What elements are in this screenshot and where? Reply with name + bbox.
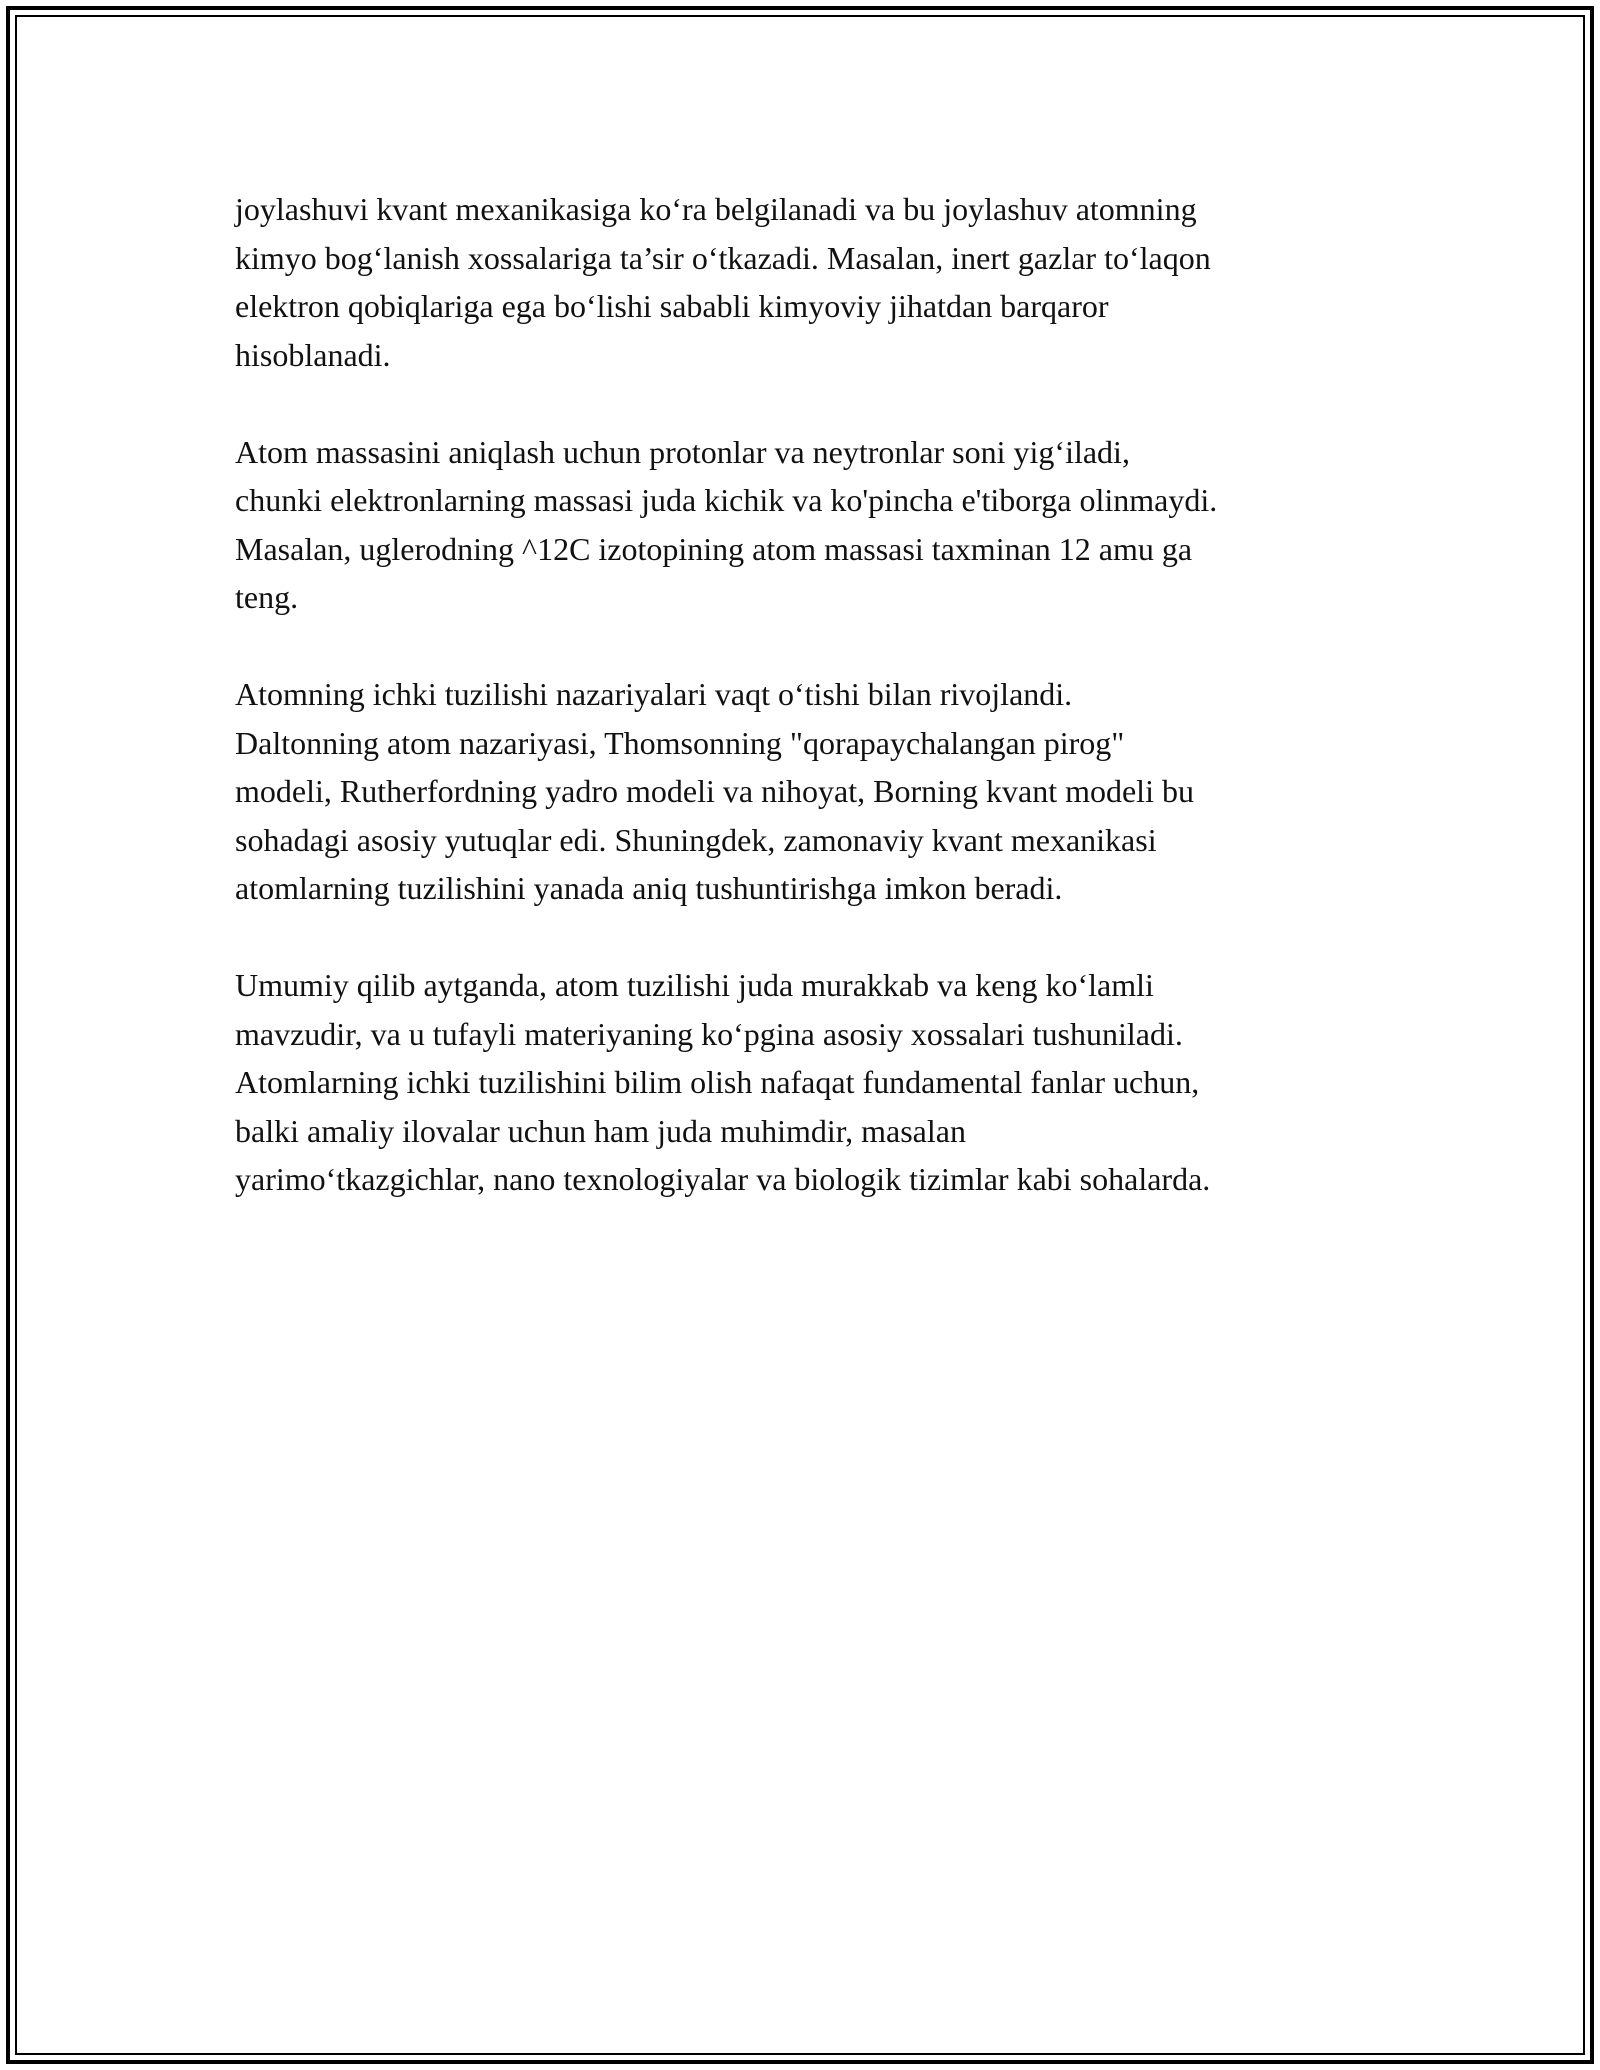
paragraph-electron-configuration: joylashuvi kvant mexanikasiga ko‘ra belgilanadi va bu joylashuv atomning kimyo bog‘lanish xossalariga ta’sir o‘tkazadi. Masalan, inert gazlar to‘laqon elektron qobiqlariga ega bo‘lishi sababli kimyoviy jihatdan barqaror hisoblanadi. bbox=[235, 191, 1211, 373]
paragraph-conclusion: Umumiy qilib aytganda, atom tuzilishi juda murakkab va keng ko‘lamli mavzudir, va u tufayli materiyaning ko‘pgina asosiy xossalari tushuniladi. Atomlarning ichki tuzilishini bilim olish nafaqat fundamental fanlar uchun, balki amaliy ilovalar uchun ham juda muhimdir, masalan yarimo‘tkazgichlar, nano texnologiyalar va biologik tizimlar kabi sohalarda. bbox=[235, 967, 1211, 1197]
paragraph-atomic-theories: Atomning ichki tuzilishi nazariyalari vaqt o‘tishi bilan rivojlandi. Daltonning atom nazariyasi, Thomsonning "qorapaychalangan pirog" modeli, Rutherfordning yadro modeli va nihoyat, Borning kvant modeli bu sohadagi asosiy yutuqlar edi. Shuningdek, zamonaviy kvant mexanikasi atomlarning tuzilishini yanada aniq tushuntirishga imkon beradi. bbox=[235, 676, 1194, 906]
document-body bbox=[235, 185, 1395, 1252]
paragraph-atomic-mass: Atom massasini aniqlash uchun protonlar va neytronlar soni yig‘iladi, chunki elektronlarning massasi juda kichik va ko'pincha e'tiborga olinmaydi. Masalan, uglerodning ^12C izotopining atom massasi taxminan 12 amu ga teng. bbox=[235, 433, 1218, 615]
